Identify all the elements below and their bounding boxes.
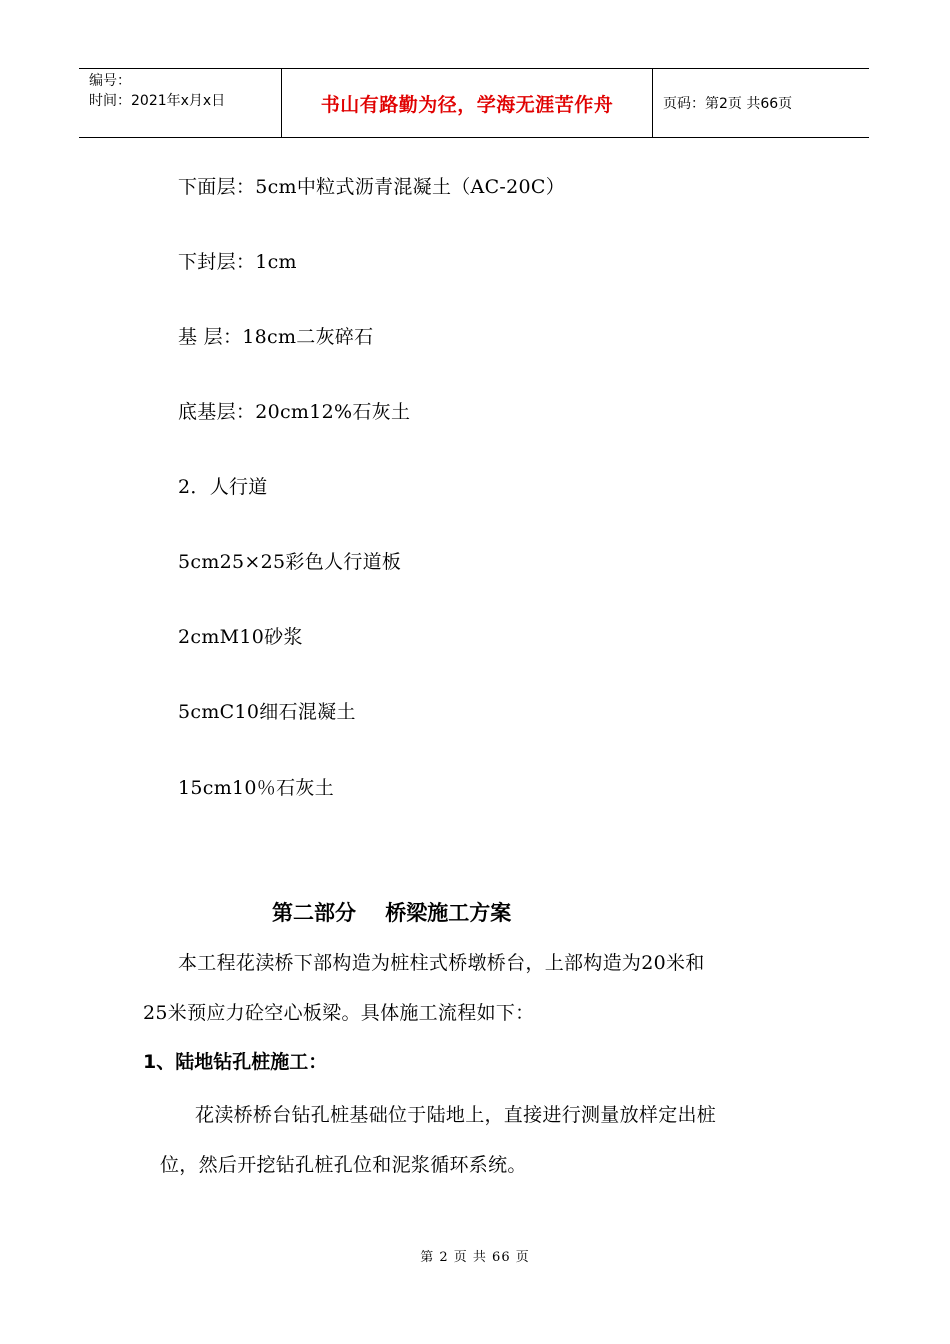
page-footer: 第 2 页 共 66 页 [420, 1250, 530, 1265]
layer-item: 15cm10％石灰土 [178, 777, 335, 799]
section-item-sidewalk: 2．人行道 [178, 476, 268, 498]
number-label: 编号： [89, 73, 131, 89]
layer-item: 基 层：18cm二灰碎石 [178, 326, 374, 348]
paragraph-line-1: 花渎桥桥台钻孔桩基础位于陆地上，直接进行测量放样定出桩 [195, 1104, 717, 1126]
section-title: 第二部分 桥梁施工方案 [272, 900, 512, 925]
page-info: 页码：第2页 共66页 [663, 96, 793, 112]
motto: 书山有路勤为径，学海无涯苦作舟 [320, 93, 614, 116]
page-header [79, 68, 869, 138]
intro-line-2: 25米预应力砼空心板梁。具体施工流程如下： [143, 1002, 535, 1024]
header-meta [79, 69, 281, 137]
intro-line-1: 本工程花渎桥下部构造为桩柱式桥墩桥台，上部构造为20米和 [178, 952, 705, 974]
time-label: 时间：2021年x月x日 [89, 93, 226, 109]
paragraph-line-2: 位，然后开挖钻孔桩孔位和泥浆循环系统。 [160, 1154, 527, 1176]
layer-item: 底基层：20cm12%石灰土 [178, 401, 411, 423]
header-motto-cell [281, 69, 653, 137]
layer-item: 5cmC10细石混凝土 [178, 701, 356, 723]
header-page-info [653, 69, 869, 137]
layer-item: 5cm25×25彩色人行道板 [178, 551, 402, 573]
layer-item: 2cmM10砂浆 [178, 626, 303, 648]
subheading: 1、陆地钻孔桩施工： [143, 1051, 328, 1073]
layer-item: 下面层：5cm中粒式沥青混凝土（AC-20C） [178, 176, 566, 198]
layer-item: 下封层：1cm [178, 251, 297, 273]
